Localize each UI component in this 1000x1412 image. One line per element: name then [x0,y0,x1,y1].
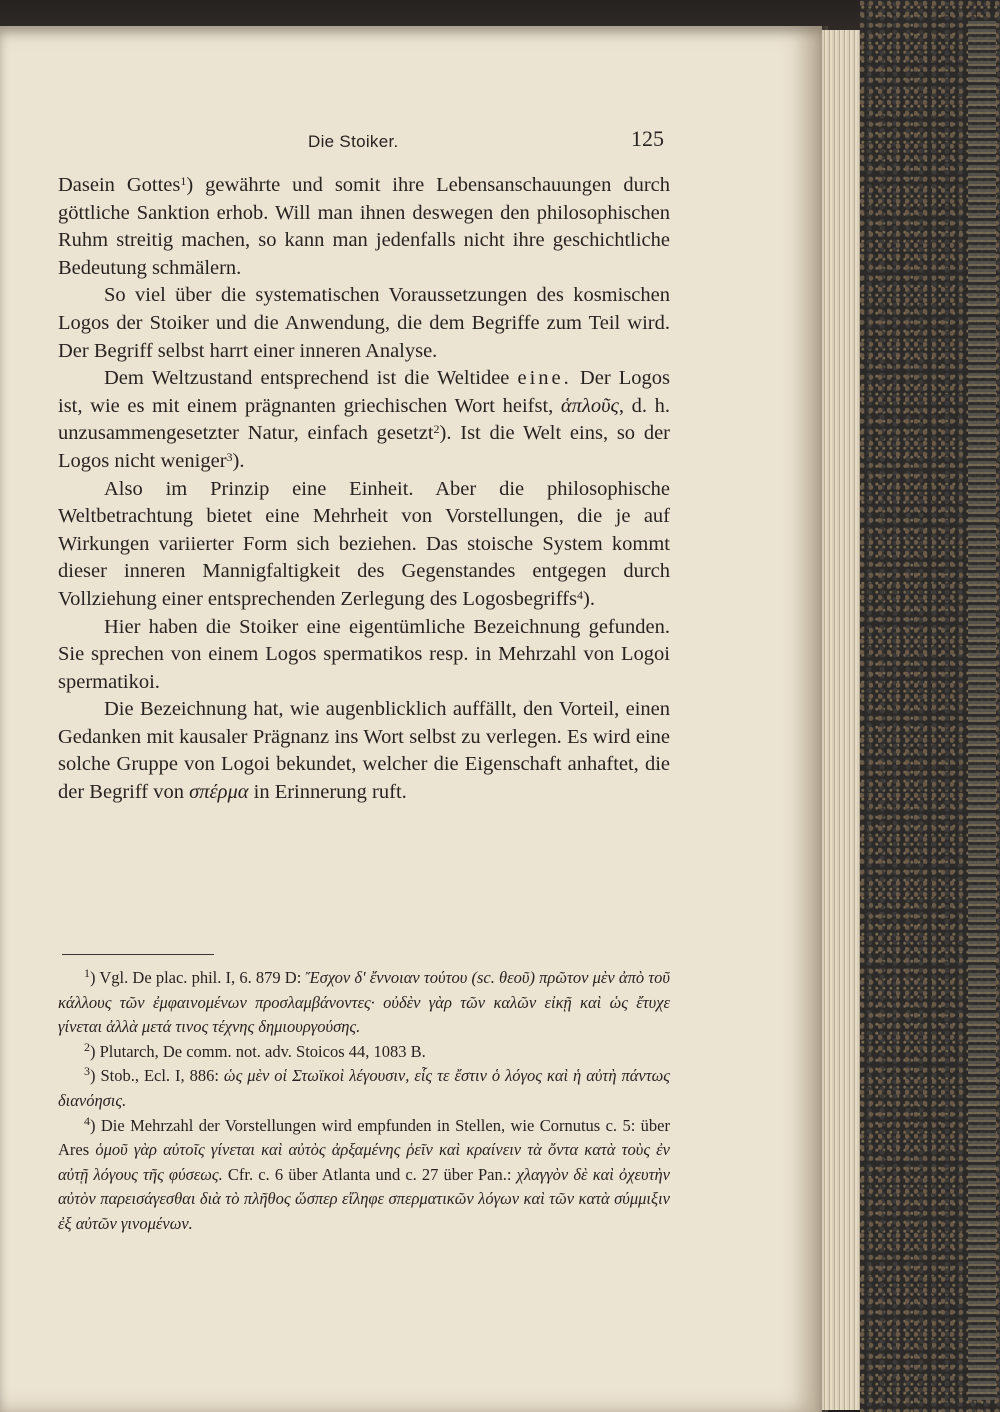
footnote-1 [58,966,670,1040]
paragraph-text: ) gewährte und somit ihre Lebensanschauungen durch göttliche Sanktion erhob. Will man ihnen deswegen den philosophischen Ruhm streitig machen, so kann man jedenfalls nicht ihre geschichtliche Bedeutung schmälern. [58,174,670,279]
paragraph-6 [58,696,670,806]
footnote-ref: 4 [577,587,583,602]
footnote-greek: Ἔσχον δ' ἔννοιαν τούτου (sc. θεοῦ) πρῶτον μὲν ἀπὸ τοῦ κάλλους τῶν ἐμφαινομένων προσλαμβάνοντες· οὐδὲν γὰρ τῶν καλῶν εἰκῇ καὶ ὡς ἔτυχε γίνεται ἀλλὰ μετά τινος τέχνης δημιουργούσης. [58,968,670,1037]
footnote-text: ) Plutarch, De comm. not. adv. Stoicos 44, 1083 B. [90,1041,426,1061]
footnotes [58,966,670,1237]
paragraph-1 [58,172,670,282]
paragraph-2 [58,282,670,365]
paragraph-text: ). Ist die Welt eins, so der Logos nicht weniger [58,422,670,472]
footnote-greek: ὁμοῦ γὰρ αὐτοῖς γίνεται καὶ αὐτὸς ἀρξαμένης ῥεῖν καὶ κραίνειν τὰ ὄντα κατὰ τοὺς ἐν αὐτῇ λόγους τῆς φύσεως. [58,1140,671,1184]
footnote-text: ) Vgl. De plac. phil. I, 6. 879 D: [90,968,306,987]
footnote-ref: 2 [433,422,440,437]
greek-word: ἁπλοῦς [560,394,619,417]
footnote-text: ) Stob., Ecl. I, 886: [90,1066,224,1086]
paragraph-text: Der Logos ist, wie es mit einem prägnanten griechischen Wort heifst, [58,367,671,417]
footnote-2 [58,1040,670,1065]
running-head-title: Die Stoiker. [308,132,399,151]
running-head [58,126,670,162]
footnote-mark: 3 [84,1064,90,1079]
footnote-mark: 1 [84,966,90,980]
paragraph-text: Dasein Gottes [58,174,181,196]
paragraph-text: Dem Weltzustand entsprechend ist die Weltidee [104,367,518,390]
cover-marbled-edge [968,20,996,1400]
footnote-ref: 1 [180,174,187,188]
paragraph-text: , d. h. unzusammengesetzter Natur, einfach gesetzt [58,394,670,445]
footnote-mark: 2 [84,1039,90,1054]
footnote-greek: χλαγγὸν δὲ καὶ ὀχευτὴν αὐτὸν παρεισάγεσθαι διὰ τὸ πλῆθος ὥσπερ εἴληφε σπερματικῶν λόγων καὶ τῶν κατὰ σύμμιξιν ἐξ αὐτῶν γινομένων. [58,1164,670,1233]
paragraph-4 [58,476,670,614]
paragraph-text: ). [232,449,245,472]
footnote-mark: 4 [84,1113,90,1128]
footnote-3 [58,1064,670,1113]
paragraph-5 [58,614,670,697]
paragraph-text: Also im Prinzip eine Einheit. Aber die philosophische Weltbetrachtung bietet eine Mehrheit von Vorstellungen, die je auf Wirkungen variierter Form sich beziehen. Das stoische System kommt dieser inneren Mannigfaltigkeit des Gegenstandes entgegen durch Vollziehung einer entsprechenden Zerlegung des Logosbegriffs [58,477,670,610]
footnote-text: ) Die Mehrzahl der Vorstellungen wird empfunden in Stellen, wie Cornutus c. 5: über Ares [58,1115,670,1160]
page-edges [822,30,860,1410]
paragraph-3 [58,365,670,475]
paragraph-text: ). [583,587,595,610]
paragraph-text: So viel über die systematischen Voraussetzungen des kosmischen Logos der Stoiker und die Anwendung, die dem Begriffe zum Teil wird. Der Begriff selbst harrt einer inneren Analyse. [58,284,670,362]
footnote-4 [58,1114,670,1237]
footnote-greek: ὡς μὲν οἱ Στωϊκοὶ λέγουσιν, εἷς τε ἔστιν ὁ λόγος καὶ ἡ αὐτὴ πάντως διανόησις. [58,1066,670,1110]
main-text [58,172,670,807]
paragraph-text: in Erinnerung ruft. [248,781,407,804]
footnote-text: Cfr. c. 6 über Atlanta und c. 27 über Pan.: [222,1164,517,1184]
footnote-ref: 3 [226,449,233,464]
paragraph-text: Die Bezeichnung hat, wie augenblicklich auffällt, den Vorteil, einen Gedanken mit kausaler Prägnanz ins Wort selbst zu verlegen. Es wird eine solche Gruppe von Logoi bekundet, welcher die Eigenschaft anhaftet, die der Begriff von [58,698,670,804]
greek-word: σπέρμα [189,781,249,804]
book-page [0,26,822,1412]
emphasis-text: eine. [517,367,572,390]
paragraph-text: Hier haben die Stoiker eine eigentümliche Bezeichnung gefunden. Sie sprechen von einem Logos spermatikos resp. in Mehrzahl von Logoi spermatikoi. [58,615,670,693]
footnote-rule [62,954,214,955]
page-number: 125 [631,126,664,151]
